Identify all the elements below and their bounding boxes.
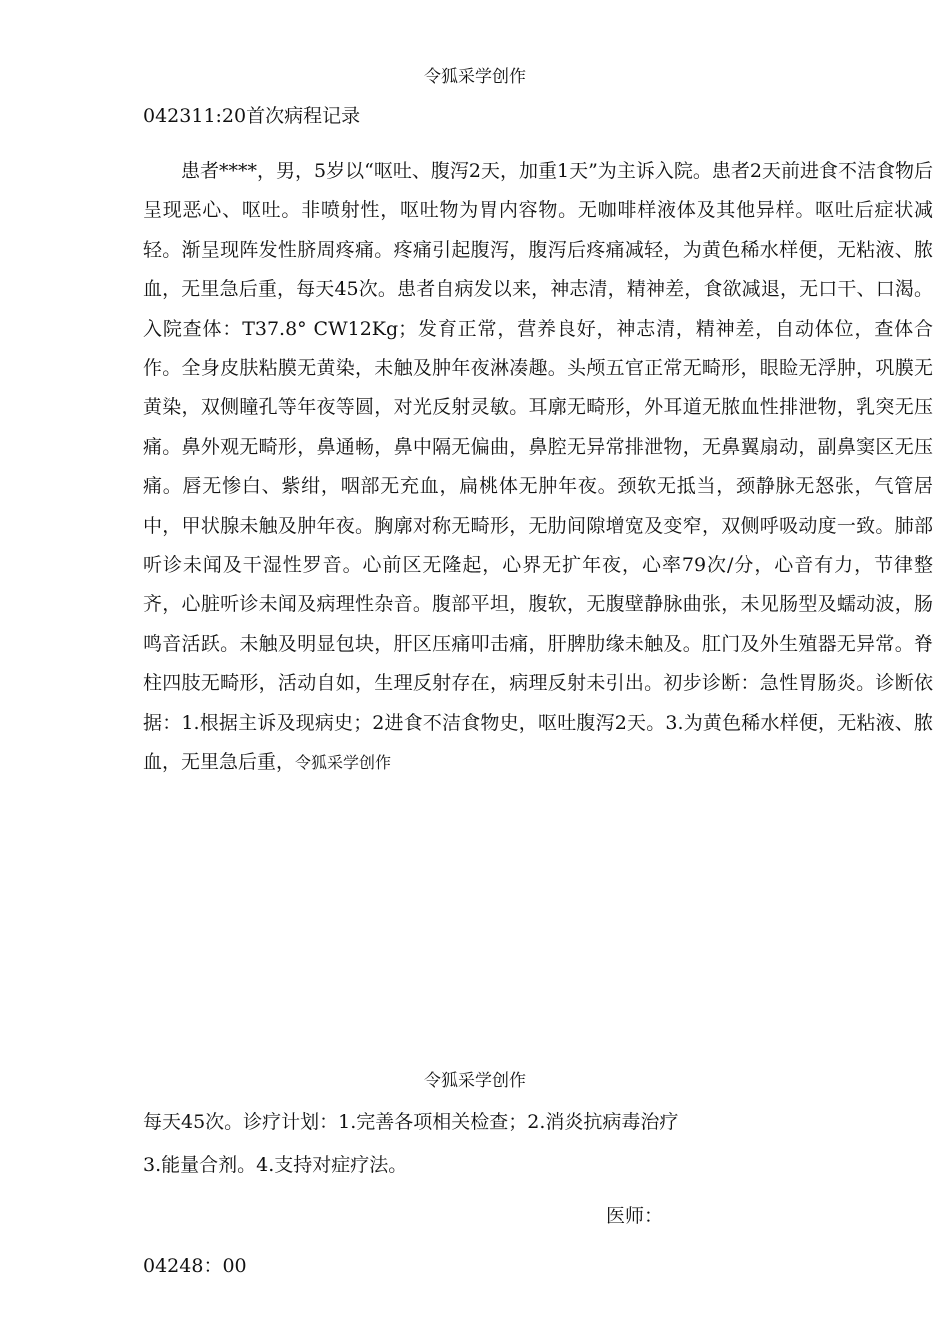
record-body-paragraph	[143, 152, 933, 783]
record-body-text: 患者****，男，5岁以“呕吐、腹泻2天，加重1天”为主诉入院。患者2天前进食不洁食物后呈现恶心、呕吐。非喷射性，呕吐物为胃内容物。无咖啡样液体及其他异样。呕吐后症状减轻。渐呈现阵发性脐周疼痛。疼痛引起腹泻，腹泻后疼痛减轻，为黄色稀水样便，无粘液、脓血，无里急后重，每天45次。患者自病发以来，神志清，精神差，食欲减退，无口干、口渴。入院查体：T37.8° CW12Kg；发育正常，营养良好，神志清，精神差，自动体位，查体合作。全身皮肤粘膜无黄染，未触及肿年夜淋凑趣。头颅五官正常无畸形，眼睑无浮肿，巩膜无黄染，双侧瞳孔等年夜等圆，对光反射灵敏。耳廓无畸形，外耳道无脓血性排泄物，乳突无压痛。鼻外观无畸形，鼻通畅，鼻中隔无偏曲，鼻腔无异常排泄物，无鼻翼扇动，副鼻窦区无压痛。唇无惨白、紫绀，咽部无充血，扁桃体无肿年夜。颈软无抵当，颈静脉无怒张，气管居中，甲状腺未触及肿年夜。胸廓对称无畸形，无肋间隙增宽及变窄，双侧呼吸动度一致。肺部听诊未闻及干湿性罗音。心前区无隆起，心界无扩年夜，心率79次/分，心音有力，节律整齐，心脏听诊未闻及病理性杂音。腹部平坦，腹软，无腹壁静脉曲张，未见肠型及蠕动波，肠鸣音活跃。未触及明显包块，肝区压痛叩击痛，肝脾肋缘未触及。肛门及外生殖器无异常。脊柱四肢无畸形，活动自如，生理反射存在，病理反射未引出。初步诊断：急性胃肠炎。诊断依据：1.根据主诉及现病史；2进食不洁食物史，呕吐腹泻2天。3.为黄色稀水样便，无粘液、脓血，无里急后重，	[143, 160, 933, 774]
record-continuation-line-2: 3.能量合剂。4.支持对症疗法。	[143, 1154, 408, 1176]
next-entry-timestamp: 04248：00	[143, 1255, 247, 1277]
watermark-inline: 令狐采学创作	[295, 753, 392, 773]
record-title: 042311:20首次病程记录	[143, 105, 361, 127]
watermark-header-mid: 令狐采学创作	[424, 1071, 526, 1091]
watermark-header-top: 令狐采学创作	[424, 67, 526, 87]
physician-signature-label: 医师：	[606, 1205, 664, 1227]
record-continuation-line-1: 每天45次。诊疗计划：1.完善各项相关检查；2.消炎抗病毒治疗	[143, 1111, 679, 1133]
